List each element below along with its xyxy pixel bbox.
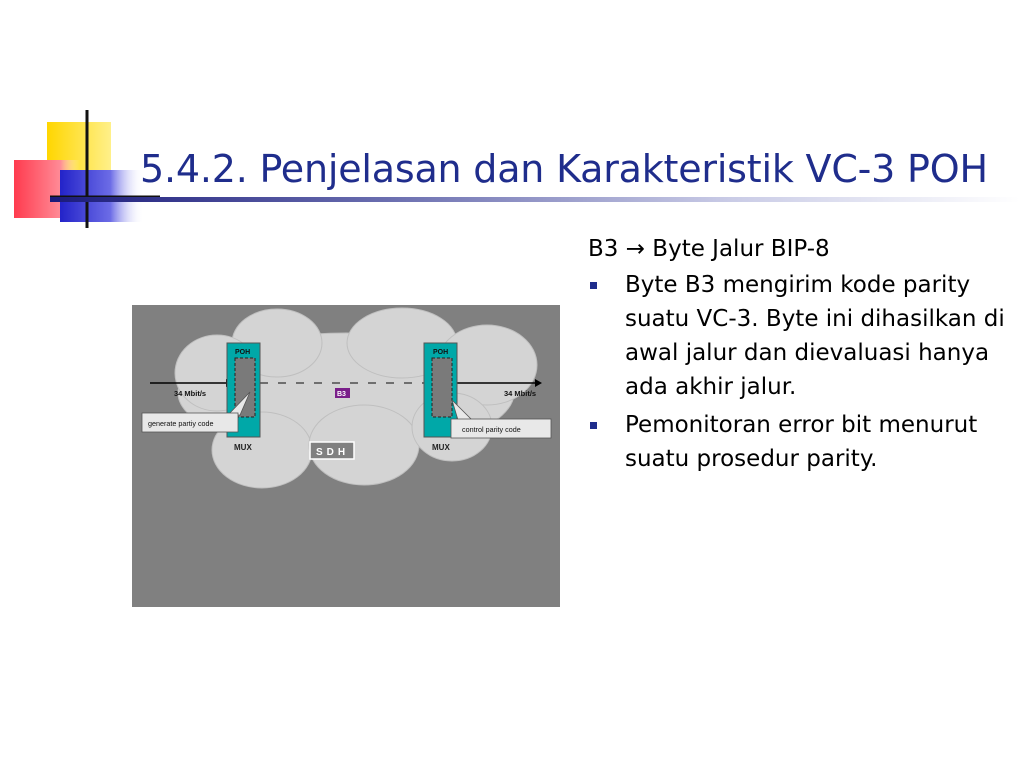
left-poh-label: POH — [235, 349, 251, 356]
bullet-square-icon — [590, 282, 597, 289]
sdh-label: SDH — [316, 447, 350, 458]
lead-line: B3 → Byte Jalur BIP-8 — [588, 236, 830, 262]
corner-decoration — [0, 0, 160, 240]
title-underline — [50, 197, 1020, 202]
bullet-text: Byte B3 mengirim kode parity suatu VC-3. Byte ini dihasilkan di awal jalur dan dievaluasi hanya ada akhir jalur. — [625, 272, 1005, 400]
right-rate-label: 34 Mbit/s — [504, 389, 537, 398]
left-mux-label: MUX — [234, 443, 252, 452]
bullet-list — [588, 268, 1008, 476]
right-callout-text: control parity code — [462, 425, 521, 434]
left-callout-text: generate partiy code — [148, 419, 214, 428]
left-rate-label: 34 Mbit/s — [174, 389, 207, 398]
b3-tag-label: B3 — [337, 391, 346, 398]
right-poh-inner — [432, 358, 452, 417]
slide-content — [588, 232, 1008, 480]
bullet-text: Pemonitoran error bit menurut suatu prosedur parity. — [625, 412, 978, 472]
sdh-diagram — [132, 305, 560, 607]
right-poh-label: POH — [433, 349, 449, 356]
slide-title: 5.4.2. Penjelasan dan Karakteristik VC-3 POH — [140, 147, 988, 191]
bullet-item — [588, 268, 1008, 404]
bullet-item — [588, 408, 1008, 476]
bullet-square-icon — [590, 422, 597, 429]
right-mux-label: MUX — [432, 443, 450, 452]
